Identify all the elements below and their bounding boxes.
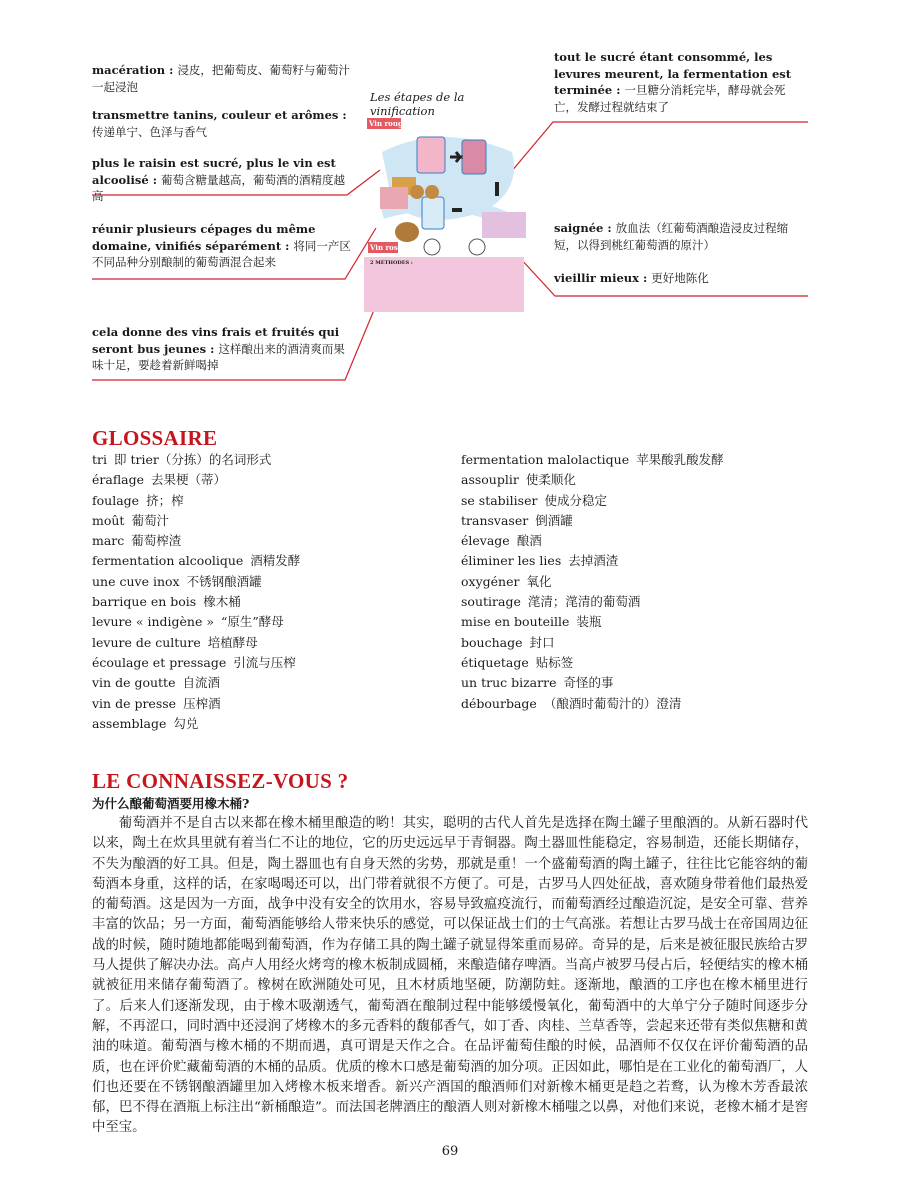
glossary-term: barrique en bois [92, 594, 197, 610]
glossary-item [461, 653, 724, 673]
glossary-term: assouplir [461, 472, 519, 488]
glossary-translation: 装瓶 [576, 614, 602, 630]
glossary-term: transvaser [461, 512, 529, 528]
glossary-term: bouchage [461, 634, 523, 650]
glossary-item [92, 551, 300, 571]
glossary-item [92, 653, 300, 673]
glossary-term: marc [92, 533, 125, 549]
glossary-term: une cuve inox [92, 573, 180, 589]
glossary-term: un truc bizarre [461, 675, 557, 691]
glossary-item [92, 572, 300, 592]
glossary-translation: （酿酒时葡萄汁的）澄清 [543, 695, 682, 711]
glossary-translation: 滗清；滗清的葡萄酒 [527, 594, 641, 610]
annotation-vieillir: vieillir mieux : 更好地陈化 [554, 271, 709, 285]
glossary-item [92, 633, 300, 653]
annotation-fermentation-terminee: tout le sucré étant consommé, les levures meurent, la fermentation est terminée : 一旦糖分消耗完毕，酵母就会死亡，发酵过程就结束了 [554, 50, 792, 114]
annotation-vins-frais: cela donne des vins frais et fruités qui seront bus jeunes : 这样酿出来的酒清爽而果味十足，要趁着新鲜喝掉 [92, 325, 345, 372]
glossary-translation: 酿酒 [516, 533, 542, 549]
glossary-item [92, 592, 300, 612]
glossary-item [461, 470, 724, 490]
glossary-translation: 酒精发酵 [250, 553, 301, 569]
glossary-term: écoulage et pressage [92, 654, 227, 670]
glossary-term: moût [92, 512, 125, 528]
glossary-translation: 去掉酒渣 [568, 553, 619, 569]
glossary-item [461, 531, 724, 551]
glossary-term: levure « indigène » [92, 614, 214, 630]
glossary-item [92, 612, 300, 632]
glossary-term: éraflage [92, 472, 145, 488]
glossary-translation: 培植酵母 [207, 634, 258, 650]
annotation-assemblage: réunir plusieurs cépages du même domaine, vinifiés séparément : 将同一产区不同品种分别酿制的葡萄酒混合起来 [92, 222, 351, 269]
glossary-translation: 倒酒罐 [535, 512, 573, 528]
glossary-translation: 氧化 [526, 573, 552, 589]
question-heading: 为什么酿葡萄酒要用橡木桶? [92, 796, 250, 811]
glossary-translation: 奇怪的事 [563, 675, 614, 691]
glossary-translation: 封口 [529, 634, 555, 650]
glossary-item [92, 694, 300, 714]
annotation-transmettre: transmettre tanins, couleur et arômes : 传递单宁、色泽与香气 [92, 108, 347, 139]
glossary-term: foulage [92, 492, 140, 508]
glossary-term: éliminer les lies [461, 553, 562, 569]
glossary-item [92, 673, 300, 693]
glossary-translation: 橡木桶 [203, 594, 241, 610]
glossary-translation: 苹果酸乳酸发酵 [636, 452, 724, 467]
glossary-term: oxygéner [461, 573, 520, 589]
page-number: 69 [441, 1144, 459, 1159]
glossary-term: fermentation alcoolique [92, 553, 244, 569]
glossary-item [92, 531, 300, 551]
connaissez-heading: LE CONNAISSEZ-VOUS ? [92, 769, 349, 793]
glossary-translation: 压榨酒 [183, 695, 221, 711]
glossary-translation: 自流酒 [182, 675, 220, 691]
annotation-raisin-sucre: plus le raisin est sucré, plus le vin est alcoolisé : 葡萄含糖量越高，葡萄酒的酒精度越高 [92, 156, 345, 203]
glossary-translation: 即 trier（分拣）的名词形式 [114, 452, 272, 467]
glossary-term: étiquetage [461, 654, 529, 670]
glossary-item [461, 592, 724, 612]
glossary-item [92, 450, 300, 470]
glossary-item [92, 491, 300, 511]
glossary-item [461, 612, 724, 632]
glossary-translation: 去果梗（蒂） [151, 472, 227, 488]
glossary-term: se stabiliser [461, 492, 538, 508]
glossary-term: soutirage [461, 594, 521, 610]
glossary-item [461, 551, 724, 571]
glossary-term: fermentation malolactique [461, 452, 630, 467]
glossary-item [461, 491, 724, 511]
glossary-item [461, 633, 724, 653]
glossary-translation: 挤；榨 [146, 492, 184, 508]
annotation-maceration: macération : 浸皮，把葡萄皮、葡萄籽与葡萄汁一起浸泡 [92, 63, 350, 94]
glossary-item [461, 694, 724, 714]
glossary-item [461, 673, 724, 693]
illustration-rose-methods: 2 MÉTHODES : [370, 260, 413, 266]
glossary-translation: 葡萄汁 [131, 512, 169, 528]
glossary-translation: 使成分稳定 [544, 492, 607, 508]
glossary-translation: 葡萄榨渣 [131, 533, 182, 549]
glossary-item [461, 511, 724, 531]
glossary-right-column [461, 450, 724, 714]
glossary-heading: GLOSSAIRE [92, 426, 218, 450]
illustration-title: Les étapes de la vinification [370, 90, 465, 118]
glossary-item [92, 714, 300, 734]
body-paragraph: 葡萄酒并不是自古以来都在橡木桶里酿造的哟！其实，聪明的古代人首先是选择在陶土罐子里酿酒的。从新石器时代以来，陶土在炊具里就有着当仁不让的地位，它的历史远远早于青铜器。陶土器皿性能稳定，容易制造，还能长期储存，不失为酿酒的好工具。但是，陶土器皿也有自身天然的劣势，那就是重！一个盛葡萄酒的陶土罐子，往往比它能容纳的葡萄酒本身重，这样的话，在家喝喝还可以，出门带着就很不方便了。可是，古罗马人四处征战，喜欢随身带着他们最热爱的葡萄酒。这是因为一方面，战争中没有安全的饮用水，容易导致瘟疫流行，而葡萄酒经过酿造沉淀，是安全可靠、营养丰富的饮品；另一方面，葡萄酒能够给人带来快乐的感觉，可以保证战士们的士气高涨。若想让古罗马战士在帝国周边征战的时候，随时随地都能喝到葡萄酒，作为存储工具的陶土罐子就显得笨重而易碎。奇异的是，后来是被征服民族给古罗马人提供了解决办法。高卢人用经火烤弯的橡木板制成圆桶，来酿造储存啤酒。当高卢被罗马侵占后，轻便结实的橡木桶就被征用来储存葡萄酒了。橡树在欧洲随处可见，且木材质地坚硬，防潮防蛀。逐渐地，酿酒的工序也在橡木桶里进行了。后来人们逐渐发现，由于橡木吸潮透气，葡萄酒在酿制过程中能够缓慢氧化，葡萄酒中的大单宁分子随时间逐步分解，不再涩口，同时酒中还浸润了烤橡木的多元香料的馥郁香气，如丁香、肉桂、兰草香等，尝起来还带有类似焦糖和黄油的味道。葡萄酒与橡木桶的不期而遇，真可谓是天作之合。在品评葡萄佳酿的时候，品酒师不仅仅在评价葡萄酒的品质，也在评价贮藏葡萄酒的木桶的品质。优质的橡木口感是葡萄酒的加分项。正因如此，哪怕是在工业化的葡萄酒厂，人们也还要在不锈钢酿酒罐里加入烤橡木板来增香。新兴产酒国的酿酒师们对新橡木桶更是趋之若鹜，认为橡木芳香最浓郁，巴不得在酒瓶上标注出“新桶酿造”。而法国老牌酒庄的酿酒人则对新橡木桶嗤之以鼻，对他们来说，老橡木桶才是窖中至宝。 [92, 816, 808, 1136]
glossary-translation: 不锈钢酿酒罐 [186, 573, 262, 589]
glossary-term: assemblage [92, 715, 167, 731]
glossary-term: vin de goutte [92, 675, 176, 691]
glossary-translation: 使柔顺化 [525, 472, 576, 488]
vinification-illustration [362, 82, 528, 312]
glossary-item [92, 511, 300, 531]
glossary-translation: 勾兑 [173, 715, 199, 731]
glossary-item [461, 572, 724, 592]
connector-line [506, 122, 808, 178]
glossary-translation: 贴标签 [535, 654, 574, 670]
illustration-label-vin-rose: Vin rosé [370, 243, 403, 252]
glossary-term: tri [92, 452, 107, 467]
glossary-term: vin de presse [92, 695, 177, 711]
glossary-translation: 引流与压榨 [233, 654, 296, 670]
glossary-term: levure de culture [92, 634, 201, 650]
illustration-label-vin-rouge: Vin rouge [369, 119, 408, 128]
glossary-term: débourbage [461, 695, 537, 711]
annotation-saignee: saignée : 放血法（红葡萄酒酿造浸皮过程缩短，以得到桃红葡萄酒的原汁） [554, 221, 789, 252]
glossary-item [461, 450, 724, 470]
glossary-translation: “原生”酵母 [221, 614, 284, 630]
glossary-term: mise en bouteille [461, 614, 570, 630]
glossary-term: élevage [461, 533, 510, 549]
glossary-left-column [92, 450, 300, 734]
glossary-item [92, 470, 300, 490]
